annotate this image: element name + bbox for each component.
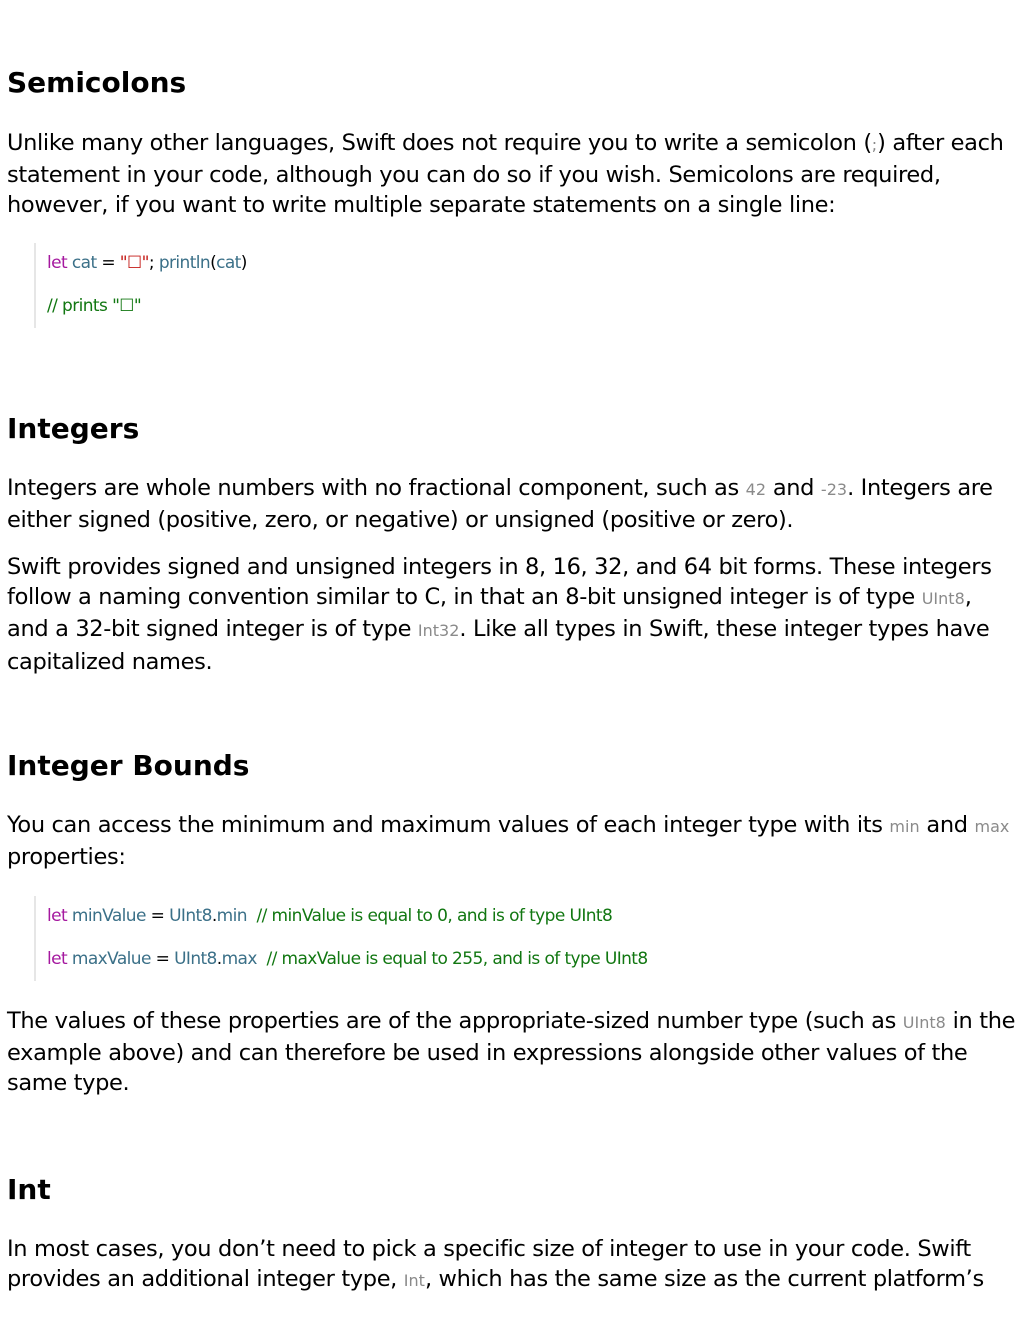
inline-code: -23 [820,480,848,499]
int-paragraph-1 [7,1234,1019,1296]
inline-code: min [889,817,920,836]
code-punctuation: . [216,949,222,969]
code-identifier: minValue [71,906,146,926]
text-run: You can access the minimum and maximum values of each integer type with its [7,812,890,838]
code-comment: // prints "☐" [47,296,142,316]
code-identifier: cat [216,253,241,273]
inline-code: Int32 [417,621,460,641]
code-keyword: let [47,253,68,273]
inline-code: Int [403,1271,425,1291]
code-string: "☐" [119,253,149,273]
text-run: Integers are whole numbers with no fractional component, such as [7,475,746,501]
text-run: Unlike many other languages, Swift does not require you to write a semicolon ( [7,130,872,156]
text-run: The values of these properties are of the appropriate-sized number type (such as [7,1008,903,1034]
code-line [47,242,247,285]
text-run: In most cases, you don’t need to pick a specific size of integer to use in your code. Swift provides an additional integer type, [7,1236,971,1293]
heading-integer-bounds: Integer Bounds [7,749,250,782]
code-operator: = [96,253,120,273]
code-punctuation: ; [148,253,159,273]
inline-code: UInt8 [902,1013,946,1032]
code-line [47,285,247,328]
integers-paragraph-1 [7,473,1019,535]
code-operator: = [145,906,170,926]
code-block-bounds [34,896,648,981]
code-keyword: let [47,906,68,926]
text-run: ) after each statement in your code, although you can do so if you wish. Semicolons are required, however, if you want to write multiple separate statements on a single line: [7,130,1004,219]
inline-code: 42 [745,480,767,499]
code-comment: // minValue is equal to 0, and is of type UInt8 [256,906,613,926]
heading-int: Int [7,1173,51,1206]
heading-semicolons: Semicolons [7,66,187,99]
code-block-semicolons [34,243,247,328]
text-run: in the example above) and can therefore be used in expressions alongside other values of the same type. [7,1008,1016,1097]
text-run: properties: [7,844,126,871]
inline-code: UInt8 [921,589,965,609]
code-punctuation: ( [210,253,217,273]
code-type: UInt8 [174,949,217,969]
integers-paragraph-2 [7,552,1019,677]
code-property: max [221,949,257,969]
bounds-paragraph-1 [7,810,1019,872]
inline-code: max [974,817,1010,836]
code-property: min [216,906,247,926]
code-punctuation: . [211,906,217,926]
text-run: . Integers are either signed (positive, zero, or negative) or unsigned (positive or zero). [7,475,993,534]
code-type: UInt8 [169,906,212,926]
text-run: and [919,812,975,838]
code-operator: = [150,949,175,969]
text-run: . Like all types in Swift, these integer types have capitalized names. [7,616,990,675]
text-run: , which has the same size as the current platform’s [424,1266,984,1293]
heading-integers: Integers [7,412,140,445]
code-comment: // maxValue is equal to 255, and is of type UInt8 [266,949,648,969]
semicolons-paragraph [7,128,1019,221]
code-punctuation: ) [240,253,247,273]
code-keyword: let [47,949,68,969]
inline-code: ; [871,135,878,154]
code-line [47,895,648,938]
code-identifier: cat [71,253,97,273]
text-run: and [766,475,821,501]
code-function: println [158,253,211,273]
code-identifier: maxValue [71,949,151,969]
code-line [47,938,648,981]
text-run: Swift provides signed and unsigned integers in 8, 16, 32, and 64 bit forms. These integers follow a naming convention similar to C, in that an 8-bit unsigned integer is of type [7,554,992,611]
bounds-paragraph-2 [7,1006,1019,1099]
text-run: , and a 32-bit signed integer is of type [7,584,972,643]
